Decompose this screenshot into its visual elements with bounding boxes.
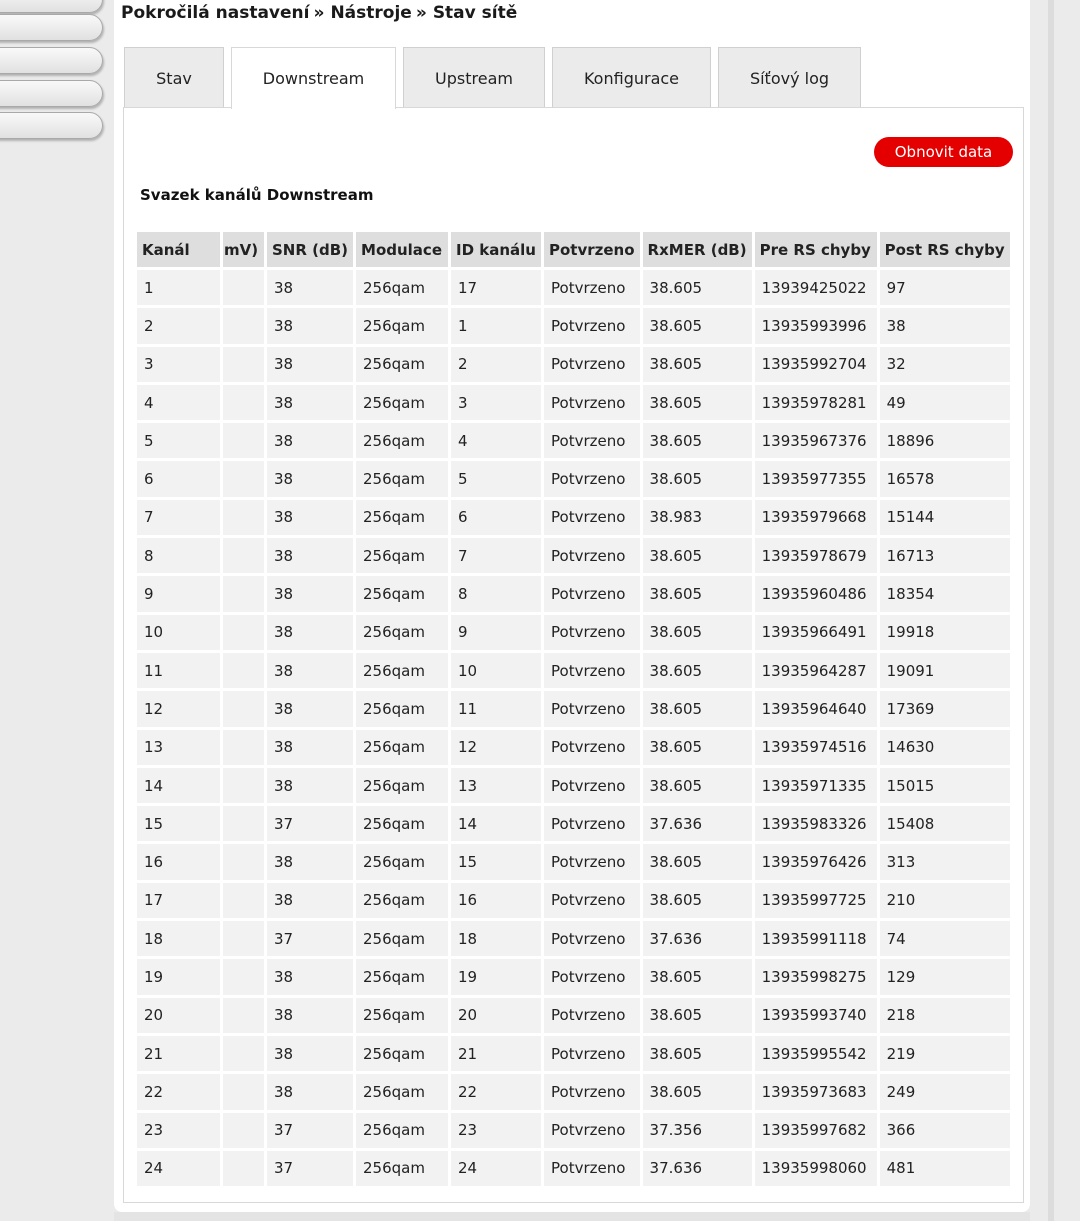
table-cell: 13939425022 — [755, 270, 877, 305]
table-cell: 38.605 — [643, 844, 752, 879]
table-cell: 38 — [267, 461, 353, 496]
table-cell — [223, 500, 264, 535]
table-cell: 7 — [137, 500, 220, 535]
table-cell: 8 — [451, 576, 541, 611]
table-cell — [223, 691, 264, 726]
panel-bottom — [114, 1212, 1030, 1221]
table-cell: 38 — [267, 1036, 353, 1071]
table-cell: 15015 — [880, 768, 1010, 803]
table-cell: 17369 — [880, 691, 1010, 726]
table-cell: 13935998275 — [755, 959, 877, 994]
table-cell — [223, 347, 264, 382]
table-cell: 256qam — [356, 538, 448, 573]
table-cell — [223, 998, 264, 1033]
table-cell: 38 — [267, 347, 353, 382]
tab-label: Síťový log — [749, 68, 830, 88]
table-cell: 256qam — [356, 653, 448, 688]
table-cell: 38 — [267, 615, 353, 650]
table-cell — [223, 538, 264, 573]
table-cell: Potvrzeno — [544, 423, 640, 458]
table-cell: 38.605 — [643, 308, 752, 343]
table-cell: 38 — [267, 730, 353, 765]
table-row — [137, 576, 1010, 611]
tab-label: Konfigurace — [583, 68, 680, 88]
table-cell: 256qam — [356, 921, 448, 956]
table-cell: 2 — [137, 308, 220, 343]
table-cell: 22 — [451, 1074, 541, 1109]
table-row — [137, 1151, 1010, 1186]
table-row — [137, 500, 1010, 535]
table-cell: 38.605 — [643, 730, 752, 765]
table-cell: 256qam — [356, 423, 448, 458]
table-cell: 16713 — [880, 538, 1010, 573]
table-row — [137, 806, 1010, 841]
table-cell: Potvrzeno — [544, 1036, 640, 1071]
table-cell: 13935960486 — [755, 576, 877, 611]
table-cell: 13935983326 — [755, 806, 877, 841]
table-cell: 38.605 — [643, 270, 752, 305]
table-cell: Potvrzeno — [544, 347, 640, 382]
table-cell: 9 — [451, 615, 541, 650]
table-cell: 19 — [137, 959, 220, 994]
table-cell: 38.983 — [643, 500, 752, 535]
table-cell: Potvrzeno — [544, 653, 640, 688]
table-cell — [223, 270, 264, 305]
table-cell: Potvrzeno — [544, 691, 640, 726]
table-cell: 5 — [451, 461, 541, 496]
table-cell: Potvrzeno — [544, 1113, 640, 1148]
table-cell: 13935979668 — [755, 500, 877, 535]
table-cell: 38 — [267, 538, 353, 573]
table-cell: 256qam — [356, 691, 448, 726]
table-cell: 38 — [267, 959, 353, 994]
table-cell: 24 — [137, 1151, 220, 1186]
table-cell — [223, 768, 264, 803]
table-cell: 256qam — [356, 844, 448, 879]
table-cell: 13935971335 — [755, 768, 877, 803]
table-cell: 17 — [137, 883, 220, 918]
table-cell: 219 — [880, 1036, 1010, 1071]
table-cell: 313 — [880, 844, 1010, 879]
table-cell: Potvrzeno — [544, 806, 640, 841]
table-cell: 8 — [137, 538, 220, 573]
table-cell: 38.605 — [643, 653, 752, 688]
table-cell — [223, 1113, 264, 1148]
table-cell: 1 — [137, 270, 220, 305]
table-cell: 38.605 — [643, 461, 752, 496]
breadcrumb-separator: » — [415, 3, 427, 23]
table-header-row — [137, 232, 1010, 267]
table-cell — [223, 653, 264, 688]
table-cell: 366 — [880, 1113, 1010, 1148]
table-cell — [223, 423, 264, 458]
table-cell: 38 — [267, 691, 353, 726]
table-cell: 38.605 — [643, 576, 752, 611]
table-row — [137, 1074, 1010, 1109]
table-cell: 13935967376 — [755, 423, 877, 458]
table-cell: 37 — [267, 1151, 353, 1186]
table-row — [137, 921, 1010, 956]
table-cell — [223, 1151, 264, 1186]
table-cell: 2 — [451, 347, 541, 382]
table-cell: 15408 — [880, 806, 1010, 841]
table-row — [137, 730, 1010, 765]
table-cell: 19 — [451, 959, 541, 994]
table-cell: 38 — [267, 883, 353, 918]
table-cell: 13935998060 — [755, 1151, 877, 1186]
table-cell: 13935991118 — [755, 921, 877, 956]
table-cell: 14 — [451, 806, 541, 841]
table-cell: 6 — [451, 500, 541, 535]
column-header: Pre RS chyby — [755, 232, 877, 267]
table-cell — [223, 806, 264, 841]
table-cell: 49 — [880, 385, 1010, 420]
tab-downstream[interactable] — [231, 47, 396, 109]
table-cell: 13935993740 — [755, 998, 877, 1033]
table-cell: 12 — [451, 730, 541, 765]
table-cell: 37 — [267, 1113, 353, 1148]
table-cell: 38 — [267, 653, 353, 688]
table-cell: 38 — [267, 1074, 353, 1109]
table-cell: 13 — [451, 768, 541, 803]
column-header: Potvrzeno — [544, 232, 640, 267]
table-cell: 16 — [451, 883, 541, 918]
table-cell: 13935964640 — [755, 691, 877, 726]
table-cell: 74 — [880, 921, 1010, 956]
table-cell: Potvrzeno — [544, 883, 640, 918]
table-row — [137, 998, 1010, 1033]
tab-konfigurace[interactable] — [552, 47, 711, 108]
table-cell: 18354 — [880, 576, 1010, 611]
table-cell: 19918 — [880, 615, 1010, 650]
column-header: RxMER (dB) — [643, 232, 752, 267]
table-cell: Potvrzeno — [544, 461, 640, 496]
table-cell: Potvrzeno — [544, 615, 640, 650]
table-cell: 37 — [267, 806, 353, 841]
table-cell: 19091 — [880, 653, 1010, 688]
table-row — [137, 461, 1010, 496]
table-cell: 7 — [451, 538, 541, 573]
table-cell: 256qam — [356, 385, 448, 420]
nav-pill[interactable] — [0, 47, 103, 74]
table-cell — [223, 883, 264, 918]
table-cell — [223, 308, 264, 343]
column-header: Kanál — [137, 232, 220, 267]
table-cell: 13935995542 — [755, 1036, 877, 1071]
breadcrumb-item[interactable]: Nástroje — [330, 3, 412, 23]
table-cell: 6 — [137, 461, 220, 496]
table-cell: 16 — [137, 844, 220, 879]
table-cell: Potvrzeno — [544, 576, 640, 611]
tab-label: Downstream — [262, 69, 365, 88]
table-cell: 4 — [451, 423, 541, 458]
table-cell: 13935997682 — [755, 1113, 877, 1148]
table-cell — [223, 385, 264, 420]
table-row — [137, 270, 1010, 305]
table-cell: 14630 — [880, 730, 1010, 765]
table-cell: 20 — [137, 998, 220, 1033]
table-cell: 256qam — [356, 1113, 448, 1148]
breadcrumb — [121, 3, 517, 23]
nav-pill[interactable] — [0, 0, 103, 13]
table-cell: Potvrzeno — [544, 500, 640, 535]
table-cell: 38 — [267, 500, 353, 535]
table-row — [137, 691, 1010, 726]
section-title: Svazek kanálů Downstream — [140, 186, 374, 204]
table-cell: 38 — [267, 270, 353, 305]
table-cell: 256qam — [356, 883, 448, 918]
table-cell: 21 — [137, 1036, 220, 1071]
table-cell: Potvrzeno — [544, 308, 640, 343]
table-row — [137, 615, 1010, 650]
table-cell: Potvrzeno — [544, 385, 640, 420]
main-panel — [114, 0, 1030, 1212]
table-cell: 37.636 — [643, 921, 752, 956]
column-header: Modulace — [356, 232, 448, 267]
table-cell: 38.605 — [643, 615, 752, 650]
breadcrumb-item[interactable]: Pokročilá nastavení — [121, 3, 310, 23]
table-cell: Potvrzeno — [544, 270, 640, 305]
table-cell: 38.605 — [643, 691, 752, 726]
table-cell: 16578 — [880, 461, 1010, 496]
table-cell — [223, 615, 264, 650]
table-cell: 256qam — [356, 1151, 448, 1186]
table-cell: 13935997725 — [755, 883, 877, 918]
table-cell: 256qam — [356, 576, 448, 611]
table-cell: 37.356 — [643, 1113, 752, 1148]
table-cell — [223, 461, 264, 496]
table-cell: 13935964287 — [755, 653, 877, 688]
table-cell: 256qam — [356, 500, 448, 535]
table-cell: Potvrzeno — [544, 998, 640, 1033]
table-cell: 38.605 — [643, 883, 752, 918]
table-cell: 38.605 — [643, 538, 752, 573]
nav-pill[interactable] — [0, 80, 103, 107]
table-cell: 481 — [880, 1151, 1010, 1186]
table-cell: 22 — [137, 1074, 220, 1109]
table-cell: 11 — [451, 691, 541, 726]
breadcrumb-item-current: Stav sítě — [432, 3, 518, 23]
table-cell: 256qam — [356, 959, 448, 994]
table-cell: 13935993996 — [755, 308, 877, 343]
downstream-table — [134, 229, 1013, 1189]
column-header: mV) — [223, 232, 264, 267]
table-cell: 218 — [880, 998, 1010, 1033]
nav-pill[interactable] — [0, 14, 103, 41]
table-cell: 38.605 — [643, 959, 752, 994]
table-cell: Potvrzeno — [544, 730, 640, 765]
table-cell: Potvrzeno — [544, 1074, 640, 1109]
table-cell: 23 — [137, 1113, 220, 1148]
table-cell: 4 — [137, 385, 220, 420]
table-cell: 13935992704 — [755, 347, 877, 382]
table-cell: 38.605 — [643, 423, 752, 458]
table-cell: 13935978281 — [755, 385, 877, 420]
table-cell: 256qam — [356, 615, 448, 650]
table-cell: 38.605 — [643, 347, 752, 382]
table-cell: 14 — [137, 768, 220, 803]
table-cell: 38.605 — [643, 998, 752, 1033]
table-cell: 256qam — [356, 1074, 448, 1109]
table-cell — [223, 576, 264, 611]
table-cell: 13935977355 — [755, 461, 877, 496]
table-cell: 5 — [137, 423, 220, 458]
window-edge — [1048, 0, 1054, 1221]
breadcrumb-separator: » — [313, 3, 325, 23]
table-cell: 37.636 — [643, 1151, 752, 1186]
table-cell: 3 — [137, 347, 220, 382]
table-row — [137, 385, 1010, 420]
table-cell: 38 — [267, 385, 353, 420]
table-row — [137, 959, 1010, 994]
table-row — [137, 538, 1010, 573]
table-cell: 12 — [137, 691, 220, 726]
table-cell: 37 — [267, 921, 353, 956]
table-cell: 38 — [267, 844, 353, 879]
table-cell: 38.605 — [643, 1074, 752, 1109]
tab-sitovy-log[interactable] — [718, 47, 861, 108]
table-cell: 9 — [137, 576, 220, 611]
table-cell: 13 — [137, 730, 220, 765]
table-row — [137, 423, 1010, 458]
table-cell: 249 — [880, 1074, 1010, 1109]
table-cell: 10 — [137, 615, 220, 650]
table-cell: 256qam — [356, 308, 448, 343]
table-row — [137, 653, 1010, 688]
table-cell: 256qam — [356, 998, 448, 1033]
table-row — [137, 844, 1010, 879]
table-cell: Potvrzeno — [544, 844, 640, 879]
table-cell: 32 — [880, 347, 1010, 382]
column-header: Post RS chyby — [880, 232, 1010, 267]
table-row — [137, 308, 1010, 343]
table-cell: 18 — [137, 921, 220, 956]
table-cell: 38.605 — [643, 385, 752, 420]
table-cell: 256qam — [356, 347, 448, 382]
table-cell — [223, 844, 264, 879]
table-cell: 18 — [451, 921, 541, 956]
table-cell: 13935973683 — [755, 1074, 877, 1109]
table-cell: Potvrzeno — [544, 921, 640, 956]
table-cell: 38.605 — [643, 768, 752, 803]
table-cell: 21 — [451, 1036, 541, 1071]
table-row — [137, 883, 1010, 918]
table-cell: 256qam — [356, 461, 448, 496]
table-cell: 1 — [451, 308, 541, 343]
table-cell: Potvrzeno — [544, 538, 640, 573]
table-cell: 20 — [451, 998, 541, 1033]
table-cell: 24 — [451, 1151, 541, 1186]
nav-pill[interactable] — [0, 112, 103, 139]
table-cell: 38 — [267, 423, 353, 458]
table-cell: 38.605 — [643, 1036, 752, 1071]
tab-stav[interactable] — [124, 47, 224, 108]
table-cell: 256qam — [356, 1036, 448, 1071]
table-row — [137, 1113, 1010, 1148]
table-cell: 13935978679 — [755, 538, 877, 573]
table-cell: 3 — [451, 385, 541, 420]
table-cell: 15 — [137, 806, 220, 841]
table-cell: 17 — [451, 270, 541, 305]
table-cell: 23 — [451, 1113, 541, 1148]
table-cell: 256qam — [356, 270, 448, 305]
table-cell: 37.636 — [643, 806, 752, 841]
table-cell — [223, 959, 264, 994]
table-cell: 13935976426 — [755, 844, 877, 879]
table-cell: 18896 — [880, 423, 1010, 458]
table-cell: 11 — [137, 653, 220, 688]
table-cell: 256qam — [356, 768, 448, 803]
table-cell: 256qam — [356, 806, 448, 841]
column-header: ID kanálu — [451, 232, 541, 267]
table-cell: 256qam — [356, 730, 448, 765]
table-row — [137, 347, 1010, 382]
tab-upstream[interactable] — [403, 47, 545, 108]
table-cell: 38 — [267, 308, 353, 343]
table-cell: 15 — [451, 844, 541, 879]
tab-content — [123, 107, 1024, 1203]
table-cell: 38 — [880, 308, 1010, 343]
table-row — [137, 1036, 1010, 1071]
table-cell — [223, 921, 264, 956]
tab-label: Upstream — [435, 68, 513, 88]
table-cell: 13935974516 — [755, 730, 877, 765]
table-row — [137, 768, 1010, 803]
table-body — [137, 270, 1010, 1186]
table-cell: 13935966491 — [755, 615, 877, 650]
table-cell: 38 — [267, 576, 353, 611]
table-cell: 129 — [880, 959, 1010, 994]
table-cell: 38 — [267, 998, 353, 1033]
table-cell — [223, 1036, 264, 1071]
table-cell — [223, 1074, 264, 1109]
table-cell: 10 — [451, 653, 541, 688]
table-cell: Potvrzeno — [544, 1151, 640, 1186]
table-cell: Potvrzeno — [544, 768, 640, 803]
table-cell: 210 — [880, 883, 1010, 918]
table-cell: Potvrzeno — [544, 959, 640, 994]
tab-label: Stav — [156, 68, 192, 88]
table-cell: 97 — [880, 270, 1010, 305]
column-header: SNR (dB) — [267, 232, 353, 267]
table-cell: 15144 — [880, 500, 1010, 535]
table-cell — [223, 730, 264, 765]
refresh-data-button[interactable]: Obnovit data — [874, 137, 1013, 167]
table-cell: 38 — [267, 768, 353, 803]
